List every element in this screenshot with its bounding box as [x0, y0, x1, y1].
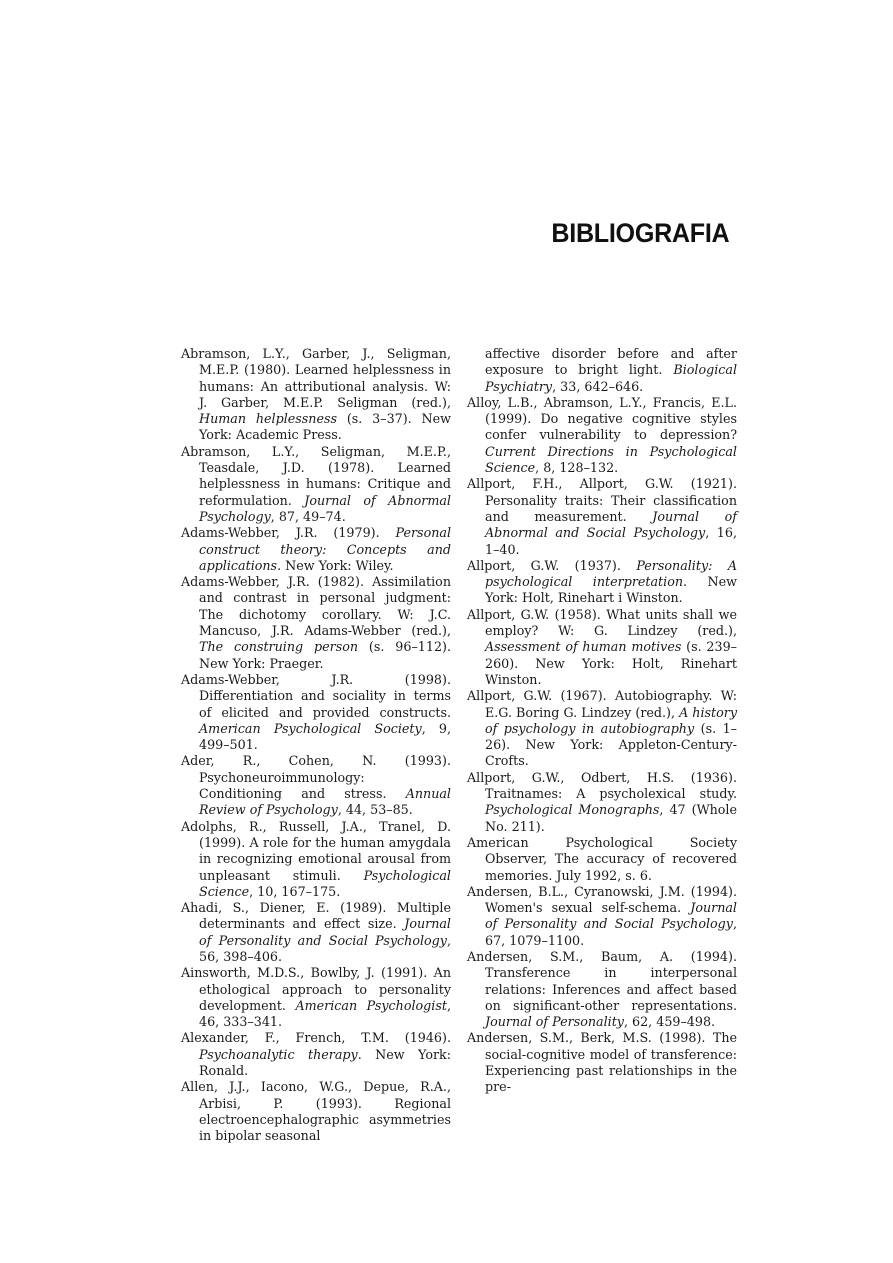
- entry-source-title: Journal of Personality and Social Psychology: [485, 900, 737, 932]
- bibliography-entry: [181, 753, 451, 818]
- entry-text: Allport, G.W. (1967). Autobiography. W: E.G. Boring G. Lindzey (red.),: [467, 688, 737, 720]
- entry-text: , 9, 499–501.: [199, 720, 451, 753]
- entry-text: , 8, 128–132.: [535, 460, 619, 476]
- entry-text: (s. 3–37). New York: Academic Press.: [199, 411, 452, 443]
- entry-source-title: Journal of Personality: [485, 1014, 624, 1030]
- entry-text: , 67, 1079–1100.: [485, 916, 737, 948]
- entry-text: Alexander, F., French, T.M. (1946).: [181, 1030, 451, 1046]
- entry-text: Adams-Webber, J.R. (1979).: [181, 525, 396, 541]
- entry-text: Allport, G.W. (1958). What units shall we employ? W: G. Lindzey (red.),: [467, 606, 737, 639]
- entry-text: (s. 96–112). New York: Praeger.: [199, 639, 451, 671]
- bibliography-entry: [467, 607, 737, 688]
- bibliography-entry: [467, 1030, 737, 1095]
- entry-text: Ader, R., Cohen, N. (1993). Psychoneuroimmunology: Conditioning and stress.: [181, 753, 451, 802]
- entry-source-title: Personality: A psychological interpretation: [485, 557, 738, 590]
- bibliography-entry: [467, 835, 737, 884]
- entry-source-title: American Psychological Society: [199, 720, 422, 736]
- entry-text: Alloy, L.B., Abramson, L.Y., Francis, E.L. (1999). Do negative cognitive styles confer vulnerability to depression?: [467, 394, 737, 443]
- entry-text: Allen, J.J., Iacono, W.G., Depue, R.A., Arbisi, P. (1993). Regional electroencephalographic asymmetries in bipolar seasonal: [181, 1079, 451, 1144]
- entry-source-title: The construing person: [199, 639, 359, 655]
- entry-text: Allport, G.W., Odbert, H.S. (1936). Traitnames: A psycholexical study.: [467, 769, 737, 802]
- entry-source-title: Annual Review of Psychology: [199, 786, 451, 818]
- entry-text: Abramson, L.Y., Garber, J., Seligman, M.E.P. (1980). Learned helplessness in humans: An attributional analysis. W: J. Garber, M.E.P. Seligman (red.),: [181, 346, 451, 410]
- entry-text: Andersen, S.M., Berk, M.S. (1998). The social-cognitive model of transference: Experiencing past relationships in the pre-: [467, 1030, 737, 1095]
- bibliography-entry: [467, 949, 737, 1030]
- bibliography-entry: [467, 688, 737, 769]
- bibliography-entry: [467, 770, 737, 835]
- bibliography-entry: [467, 884, 737, 949]
- entry-text: , 87, 49–74.: [270, 508, 346, 524]
- entry-text: Andersen, S.M., Baum, A. (1994). Transference in interpersonal relations: Inferences and affect based on significant-other representations.: [467, 948, 737, 1013]
- bibliography-entry: [181, 1079, 451, 1144]
- entry-source-title: Biological Psychiatry: [485, 362, 737, 394]
- entry-text: . New York: Holt, Rinehart i Winston.: [485, 574, 737, 606]
- entry-text: , 33, 642–646.: [552, 378, 644, 394]
- bibliography-entry: [181, 672, 451, 753]
- entry-text: , 47 (Whole No. 211).: [485, 802, 737, 834]
- entry-text: Abramson, L.Y., Seligman, M.E.P., Teasdale, J.D. (1978). Learned helplessness in humans: Critique and reformulation.: [181, 443, 451, 508]
- page-title: BIBLIOGRAFIA: [551, 218, 729, 248]
- bibliography-entry: [181, 346, 451, 444]
- bibliography-entry: [467, 476, 737, 557]
- bibliography-entry: [467, 558, 737, 607]
- entry-text: , 10, 167–175.: [249, 883, 341, 899]
- entry-text: Adams-Webber, J.R. (1998). Differentiation and sociality in terms of elicited and provided constructs.: [181, 671, 451, 720]
- bibliography-entry: [467, 346, 737, 395]
- entry-source-title: Psychological Science: [199, 867, 451, 899]
- entry-text: , 46, 333–341.: [199, 997, 451, 1030]
- bibliography-entry: [181, 900, 451, 965]
- entry-text: Adolphs, R., Russell, J.A., Tranel, D. (1999). A role for the human amygdala in recognizing emotional arousal from unpleasant stimuli.: [181, 818, 451, 883]
- entry-text: Ainsworth, M.D.S., Bowlby, J. (1991). An ethological approach to personality development.: [181, 965, 451, 1013]
- entry-text: , 16, 1–40.: [485, 525, 737, 557]
- entry-source-title: Assessment of human motives: [485, 639, 682, 655]
- entry-text: Allport, G.W. (1937).: [467, 557, 637, 573]
- bibliography-entry: [181, 965, 451, 1030]
- bibliography-entry: [181, 1030, 451, 1079]
- entry-text: , 44, 53–85.: [337, 802, 413, 818]
- entry-source-title: Personal construct theory: Concepts and applications: [199, 525, 451, 573]
- entry-source-title: Psychological Monographs: [485, 802, 660, 818]
- entry-source-title: Journal of Personality and Social Psychology: [199, 916, 451, 948]
- bibliography-entry: [181, 574, 451, 672]
- entry-text: , 56, 398–406.: [199, 932, 451, 964]
- bibliography-entry: [181, 444, 451, 525]
- entry-text: . New York: Ronald.: [199, 1046, 451, 1079]
- bibliography-entry: [181, 525, 451, 574]
- entry-text: affective disorder before and after exposure to bright light.: [485, 346, 737, 378]
- entry-source-title: Journal of Abnormal Psychology: [199, 492, 451, 524]
- bibliography-entry: [181, 819, 451, 900]
- entry-text: (s. 239–260). New York: Holt, Rinehart Winston.: [485, 639, 737, 687]
- entry-text: . New York: Wiley.: [277, 557, 394, 573]
- entry-source-title: Journal of Abnormal and Social Psychology: [485, 508, 738, 541]
- entry-source-title: Human helplessness: [199, 411, 337, 427]
- bibliography-column-left: [181, 346, 451, 1145]
- bibliography-entry: [467, 395, 737, 476]
- entry-text: American Psychological Society Observer, The accuracy of recovered memories. July 1992, s. 6.: [467, 834, 737, 883]
- entry-source-title: Current Directions in Psychological Science: [485, 443, 737, 476]
- entry-text: , 62, 459–498.: [623, 1014, 716, 1030]
- entry-source-title: Psychoanalytic therapy: [199, 1046, 358, 1062]
- entry-text: (s. 1–26). New York: Appleton-Century-Crofts.: [485, 720, 737, 769]
- bibliography-column-right: [467, 346, 737, 1096]
- entry-text: Adams-Webber, J.R. (1982). Assimilation and contrast in personal judgment: The dichotomy corollary. W: J.C. Mancuso, J.R. Adams-Webber (red.),: [181, 574, 451, 639]
- entry-text: Andersen, B.L., Cyranowski, J.M. (1994). Women's sexual self-schema.: [467, 883, 737, 916]
- entry-source-title: A history of psychology in autobiography: [485, 704, 738, 736]
- entry-text: Allport, F.H., Allport, G.W. (1921). Personality traits: Their classification and measurement.: [467, 476, 737, 524]
- entry-source-title: American Psychologist: [295, 997, 447, 1013]
- entry-text: Ahadi, S., Diener, E. (1989). Multiple determinants and effect size.: [181, 900, 451, 932]
